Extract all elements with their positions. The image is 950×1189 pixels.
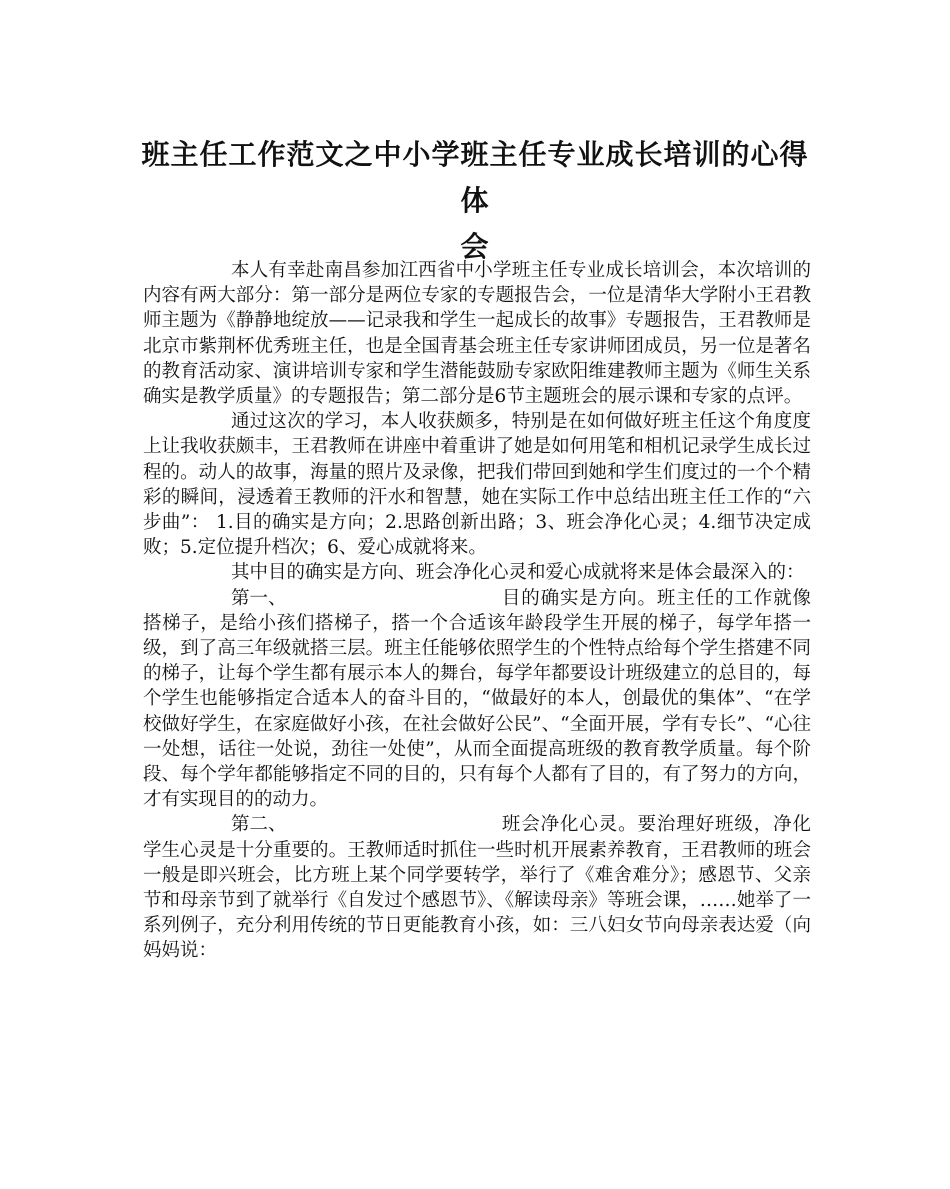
paragraph-gains: 通过这次的学习，本人收获颇多，特别是在如何做好班主任这个角度度上让我收获颇丰，王君教师在讲座中着重讲了她是如何用笔和相机记录学生成长过程的。动人的故事，海量的照片及录像，把我们带回到她和学生们度过的一个个精彩的瞬间，浸透着王教师的汗水和智慧，她在实际工作中总结出班主任工作的“六步曲”： 1.目的确实是方向；2.思路创新出路；3、班会净化心灵；4.细节决定成败；5.定位提升档次；6、爱心成就将来。	[143, 411, 811, 559]
paragraph-intro: 本人有幸赴南昌参加江西省中小学班主任专业成长培训会，本次培训的内容有两大部分：第一部分是两位专家的专题报告会，一位是清华大学附小王君教师主题为《静静地绽放——记录我和学生一起成长的故事》专题报告，王君教师是北京市紫荆杯优秀班主任，也是全国青基会班主任专家讲师团成员，另一位是著名的教育活动家、演讲培训专家和学生潜能鼓励专家欧阳维建教师主题为《师生关系确实是教学质量》的专题报告；第二部分是6节主题班会的展示课和专家的点评。	[143, 260, 811, 408]
title-line-2: 会	[460, 230, 490, 263]
section-1-label: 第一、	[231, 587, 287, 609]
document-body	[143, 258, 811, 964]
section-2-label: 第二、	[231, 814, 287, 836]
paragraph-section-2	[143, 812, 811, 963]
section-2-text: 班会净化心灵。要治理好班级，净化学生心灵是十分重要的。王教师适时抓住一些时机开展素养教育，王君教师的班会一般是即兴班会，比方班上某个同学要转学，举行了《难舍难分》；感恩节、父亲节和母亲节到了就举行《自发过个感恩节》、《解读母亲》等班会课，……她举了一系列例子，充分利用传统的节日更能教育小孩，如：三八妇女节向母亲表达爱（向妈妈说：	[143, 814, 811, 962]
paragraph-section-1	[143, 586, 811, 813]
document-title	[135, 132, 815, 270]
section-1-text: 目的确实是方向。班主任的工作就像搭梯子，是给小孩们搭梯子，搭一个合适该年龄段学生开展的梯子，每学年搭一级，到了高三年级就搭三层。班主任能够依照学生的个性特点给每个学生搭建不同的梯子，让每个学生都有展示本人的舞台，每学年都要设计班级建立的总目的，每个学生也能够指定合适本人的奋斗目的，“做最好的本人，创最优的集体”、“在学校做好学生，在家庭做好小孩，在社会做好公民”、“全面开展，学有专长”、“心往一处想，话往一处说，劲往一处使”，从而全面提高班级的教育教学质量。每个阶段、每个学年都能够指定不同的目的，只有每个人都有了目的，有了努力的方向，才有实现目的的动力。	[143, 587, 811, 811]
title-line-1: 班主任工作范文之中小学班主任专业成长培训的心得体	[141, 138, 809, 217]
paragraph-deepest: 其中目的确实是方向、班会净化心灵和爱心成就将来是体会最深入的：	[231, 562, 805, 584]
